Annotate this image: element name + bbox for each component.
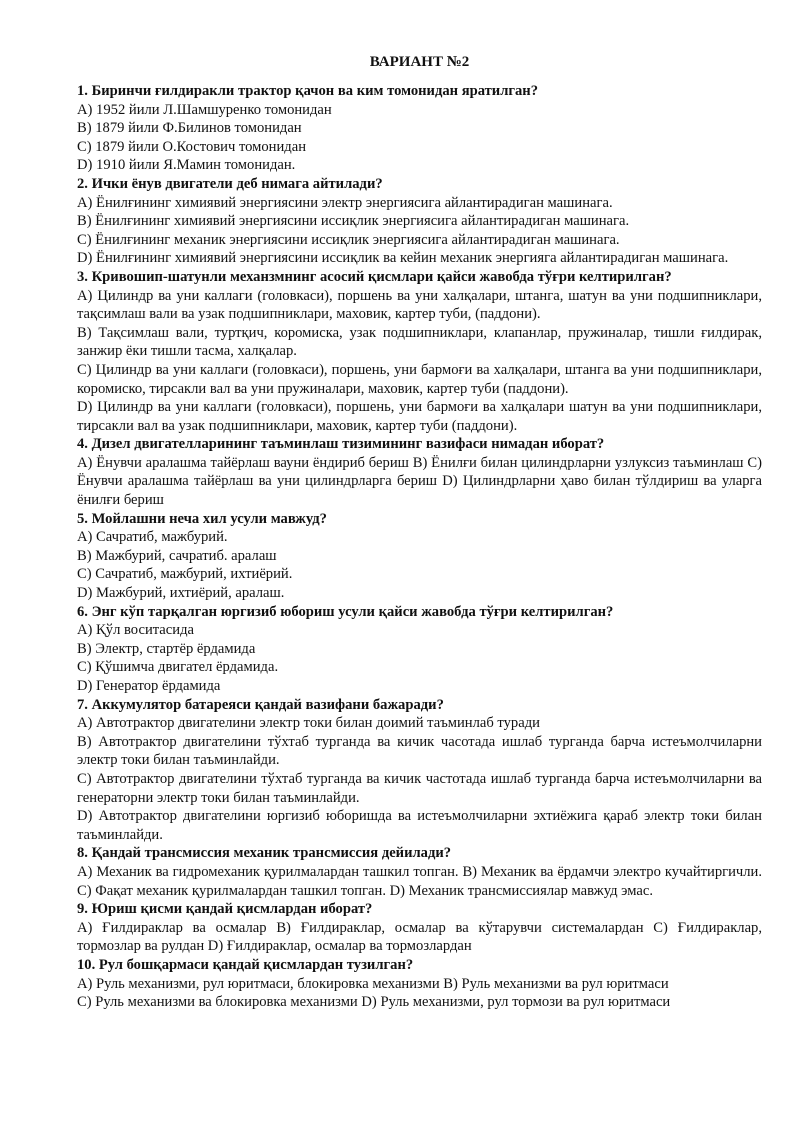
- question-4: [77, 435, 762, 509]
- answer-option: C) Цилиндр ва уни каллаги (головкаси), поршень, уни бармоғи ва халқалари, штанга ва уни подшипниклари, коромиско, тирсакли вал ва уни пружиналари, маховик, картер туби (паддони).: [77, 361, 762, 397]
- answer-option: C) Автотрактор двигателини тўхтаб турганда ва кичик частотада ишлаб турганда барча истеъмолчиларни ва генераторни электр токи билан таъминлайди.: [77, 770, 762, 806]
- answer-option: A) Сачратиб, мажбурий.: [77, 529, 228, 546]
- question-9: [77, 900, 762, 956]
- question-heading: 5. Мойлашни неча хил усули мавжуд?: [77, 510, 327, 527]
- question-heading: 10. Рул бошқармаси қандай қисмлардан тузилган?: [77, 956, 414, 973]
- answer-option: B) Электр, стартёр ёрдамида: [77, 640, 256, 657]
- answer-option: D) Ёнилғининг химиявий энергиясини иссиқлик ва кейин механик энергияга айлантирадиган машинага.: [77, 250, 729, 267]
- answer-option: C) 1879 йили О.Костович томонидан: [77, 138, 307, 155]
- answer-option: B) Ёнилғининг химиявий энергиясини иссиқлик энергиясига айлантирадиган машинага.: [77, 213, 630, 230]
- question-7: [77, 696, 762, 845]
- answer-option: A) Ёнувчи аралашма тайёрлаш вауни ёндириб бериш B) Ёнилғи билан цилиндрларни узлуксиз таъминлаш C) Ёнувчи аралашма тайёрлаш ва уни цилиндрларга бериш D) Цилиндрларни ҳаво билан тўлдириш ва уларга ёнилғи бериш: [77, 454, 762, 509]
- answer-option: A) Автотрактор двигателини электр токи билан доимий таъминлаб туради: [77, 715, 540, 732]
- question-8: [77, 844, 762, 900]
- answer-option: D) Автотрактор двигателини юргизиб юборишда ва истеъмолчиларни эхтиёжига қараб электр токи билан таъминлайди.: [77, 808, 762, 843]
- answer-option: A) Ғилдираклар ва осмалар B) Ғилдираклар, осмалар ва кўтарувчи системалардан C) Ғилдираклар, тормозлар ва рулдан D) Ғилдираклар, осмалар ва тормозлардан: [77, 919, 762, 955]
- answer-option: B) Тақсимлаш вали, туртқич, коромиска, узак подшипниклари, клапанлар, пружиналар, тишли ғилдирак, занжир ёки тишли тасма, халқалар.: [77, 324, 762, 360]
- answer-option: A) Цилиндр ва уни каллаги (головкаси), поршень ва уни халқалари, штанга, шатун ва уни подшипниклари, тақсимлаш вали ва узак подшипниклари, маховик, картер туби, (паддони).: [77, 287, 762, 323]
- answer-option: A) Руль механизми, рул юритмаси, блокировка механизми B) Руль механизми ва рул юритмаси: [77, 975, 669, 992]
- question-5: [77, 510, 762, 603]
- question-heading: 6. Энг кўп тарқалган юргизиб юбориш усули қайси жавобда тўғри келтирилган?: [77, 603, 614, 620]
- answer-option: D) 1910 йили Я.Мамин томонидан.: [77, 157, 296, 174]
- answer-option: B) Автотрактор двигателини тўхтаб турганда ва кичик часотада ишлаб турганда барча истеъмолчиларни электр токи билан таъминлайди.: [77, 733, 762, 769]
- question-3: [77, 268, 762, 435]
- answer-option: D) Мажбурий, ихтиёрий, аралаш.: [77, 585, 285, 602]
- answer-option: C) Қўшимча двигател ёрдамида.: [77, 659, 279, 676]
- answer-option: B) 1879 йили Ф.Билинов томонидан: [77, 120, 302, 137]
- question-heading: 4. Дизел двигателларининг таъминлаш тизимининг вазифаси нимадан иборат?: [77, 436, 605, 453]
- question-1: [77, 82, 762, 175]
- question-heading: 8. Қандай трансмиссия механик трансмиссия дейилади?: [77, 845, 452, 862]
- answer-option: A) Қўл воситасида: [77, 622, 194, 639]
- answer-option: D) Генератор ёрдамида: [77, 678, 221, 694]
- question-heading: 2. Ички ёнув двигатели деб нимага айтилади?: [77, 175, 383, 192]
- answer-option: A) 1952 йили Л.Шамшуренко томонидан: [77, 101, 332, 118]
- answer-option: A) Механик ва гидромеханик қурилмалардан ташкил топган. B) Механик ва ёрдамчи электро кучайтиргичли. C) Фақат механик қурилмалардан ташкил топган. D) Механик трансмиссиялар мавжуд эмас.: [77, 863, 762, 899]
- answer-option: D) Цилиндр ва уни каллаги (головкаси), поршень, уни бармоғи ва халқалари шатун ва уни подшипниклари, тирсакли вал ва узак подшипниклари, маховик, картер туби (паддони).: [77, 399, 762, 434]
- question-heading: 3. Кривошип-шатунли механзмнинг асосий қисмлари қайси жавобда тўғри келтирилган?: [77, 268, 672, 285]
- question-list: [77, 82, 762, 1012]
- question-heading: 7. Аккумулятор батареяси қандай вазифани бажаради?: [77, 696, 444, 713]
- question-heading: 1. Биринчи ғилдиракли трактор қачон ва ким томонидан яратилган?: [77, 83, 539, 99]
- answer-option: B) Мажбурий, сачратиб. аралаш: [77, 547, 277, 564]
- question-10: [77, 956, 762, 1012]
- question-heading: 9. Юриш қисми қандай қисмлардан иборат?: [77, 901, 373, 918]
- answer-option: C) Руль механизми ва блокировка механизми D) Руль механизми, рул тормози ва рул юритмаси: [77, 994, 671, 1011]
- answer-option: C) Сачратиб, мажбурий, ихтиёрий.: [77, 566, 293, 583]
- question-6: [77, 603, 762, 696]
- question-2: [77, 175, 762, 268]
- answer-option: C) Ёнилғининг механик энергиясини иссиқлик энергиясига айлантирадиган машинага.: [77, 231, 620, 248]
- page-title: ВАРИАНТ №2: [369, 54, 470, 70]
- answer-option: A) Ёнилғининг химиявий энергиясини электр энергиясига айлантирадиган машинага.: [77, 194, 613, 211]
